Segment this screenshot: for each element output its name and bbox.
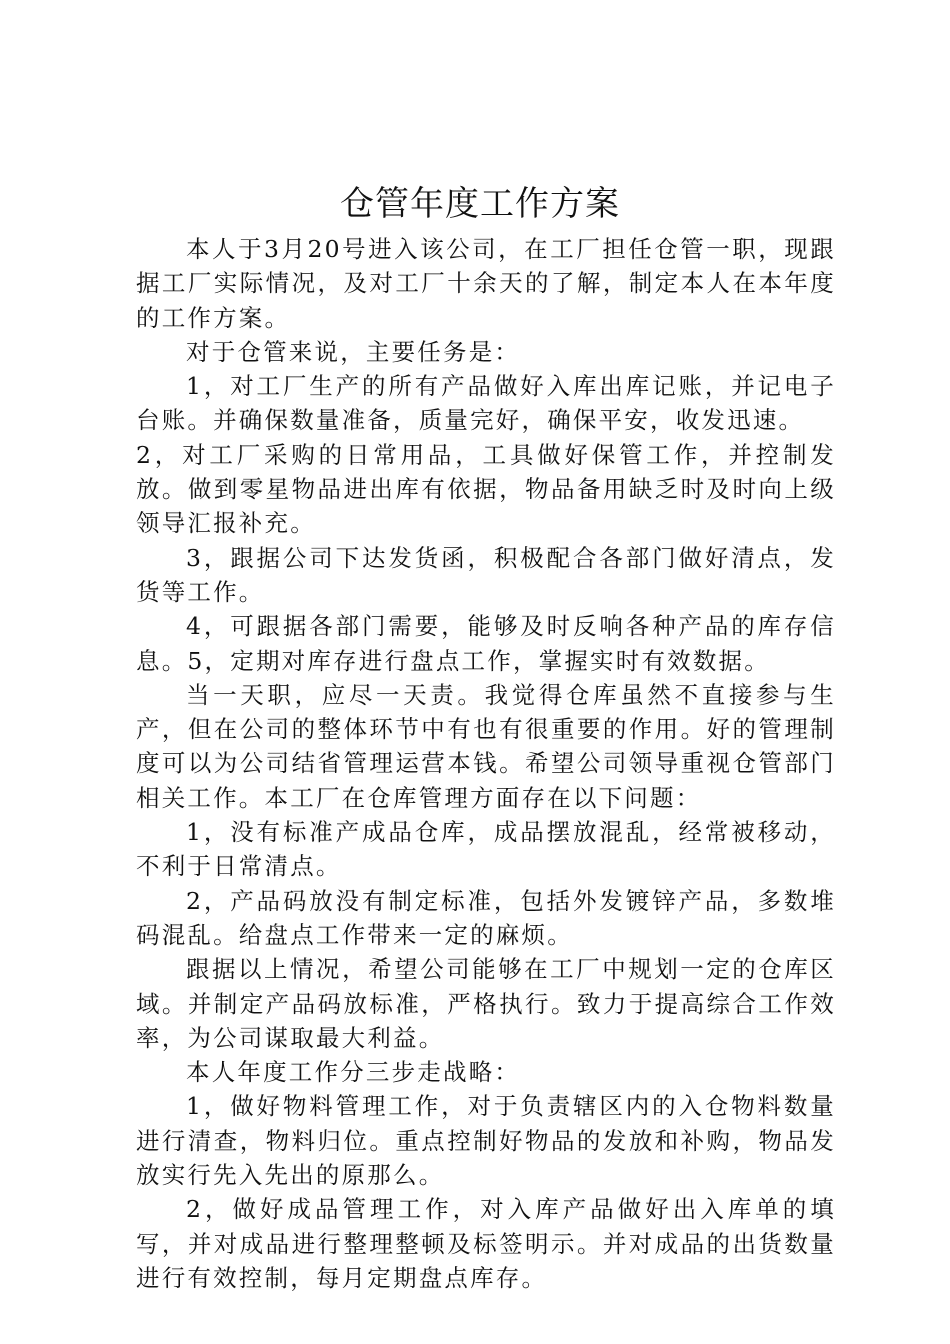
paragraph-responsibility: 当一天职，应尽一天责。我觉得仓库虽然不直接参与生产，但在公司的整体环节中有也有很重要的作用。好的管理制度可以为公司结省管理运营本钱。希望公司领导重视仓管部门相关工作。本工厂在仓库管理方面存在以下问题： (136, 680, 836, 812)
paragraph-task-3: 3，跟据公司下达发货函，积极配合各部门做好清点，发货等工作。 (136, 543, 836, 606)
document-title: 仓管年度工作方案 (340, 184, 620, 224)
paragraph-suggestion: 跟据以上情况，希望公司能够在工厂中规划一定的仓库区域。并制定产品码放标准，严格执行。致力于提高综合工作效率，为公司谋取最大利益。 (136, 955, 836, 1052)
paragraph-task-4-5: 4，可跟据各部门需要，能够及时反响各种产品的库存信息。5，定期对库存进行盘点工作，掌握实时有效数据。 (136, 612, 836, 675)
paragraph-strategy-2: 2，做好成品管理工作，对入库产品做好出入库单的填写，并对成品进行整理整顿及标签明示。并对成品的出货数量进行有效控制，每月定期盘点库存。 (136, 1195, 836, 1292)
paragraph-tasks-heading: 对于仓管来说，主要任务是： (186, 337, 521, 366)
paragraph-task-1: 1，对工厂生产的所有产品做好入库出库记账，并记电子台账。并确保数量准备，质量完好，确保平安，收发迅速。 (136, 372, 836, 435)
paragraph-strategy-1: 1，做好物料管理工作，对于负责辖区内的入仓物料数量进行清查，物料归位。重点控制好物品的发放和补购，物品发放实行先入先出的原那么。 (136, 1092, 836, 1190)
paragraph-task-2: 2，对工厂采购的日常用品，工具做好保管工作，并控制发放。做到零星物品进出库有依据，物品备用缺乏时及时向上级领导汇报补充。 (136, 440, 836, 538)
paragraph-problem-2: 2，产品码放没有制定标准，包括外发镀锌产品，多数堆码混乱。给盘点工作带来一定的麻烦。 (136, 886, 836, 949)
paragraph-problem-1: 1，没有标准产成品仓库，成品摆放混乱，经常被移动，不利于日常清点。 (136, 818, 836, 881)
document-body (136, 232, 836, 1295)
paragraph-intro: 本人于3月20号进入该公司，在工厂担任仓管一职，现跟据工厂实际情况，及对工厂十余天的了解，制定本人在本年度的工作方案。 (136, 235, 836, 332)
paragraph-strategy-heading: 本人年度工作分三步走战略： (186, 1058, 521, 1087)
